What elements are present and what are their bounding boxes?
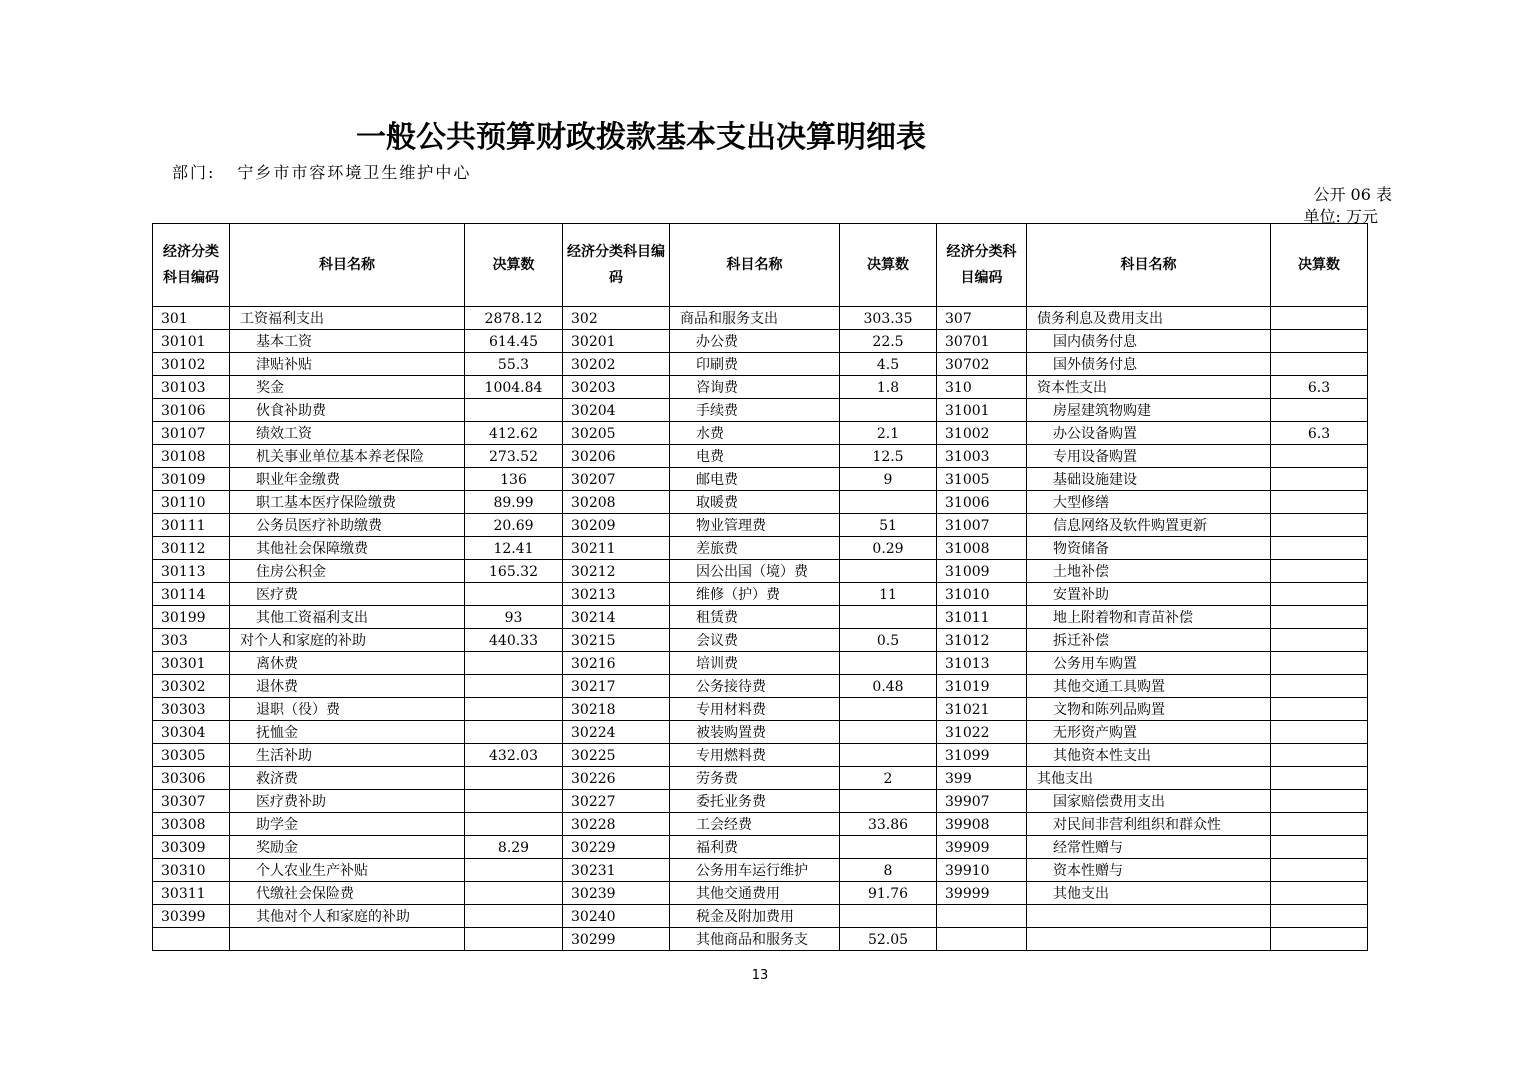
table-row — [153, 813, 1368, 836]
table-row — [153, 491, 1368, 514]
table-row — [153, 560, 1368, 583]
item-name: 公务用车运行维护 — [670, 859, 840, 882]
item-name: 租赁费 — [670, 606, 840, 629]
item-name: 物资储备 — [1027, 537, 1271, 560]
header-amount-1: 决算数 — [465, 224, 563, 307]
item-name: 国外债务付息 — [1027, 353, 1271, 376]
item-amount: 12.5 — [840, 445, 937, 468]
item-name: 其他支出 — [1027, 882, 1271, 905]
item-code: 39999 — [937, 882, 1027, 905]
item-amount: 12.41 — [465, 537, 563, 560]
item-code: 30114 — [153, 583, 230, 606]
item-name: 其他交通工具购置 — [1027, 675, 1271, 698]
item-amount: 93 — [465, 606, 563, 629]
item-code: 30702 — [937, 353, 1027, 376]
item-name: 资本性支出 — [1027, 376, 1271, 399]
table-row — [153, 514, 1368, 537]
item-amount — [1271, 836, 1368, 859]
item-amount — [465, 882, 563, 905]
item-code: 30212 — [563, 560, 670, 583]
item-name: 其他资本性支出 — [1027, 744, 1271, 767]
item-code: 30209 — [563, 514, 670, 537]
item-code: 30301 — [153, 652, 230, 675]
item-code: 30206 — [563, 445, 670, 468]
item-code: 31011 — [937, 606, 1027, 629]
header-amount-2: 决算数 — [840, 224, 937, 307]
item-name: 税金及附加费用 — [670, 905, 840, 928]
item-code: 30102 — [153, 353, 230, 376]
item-code: 310 — [937, 376, 1027, 399]
item-code: 30211 — [563, 537, 670, 560]
table-row — [153, 537, 1368, 560]
item-amount — [465, 767, 563, 790]
item-name: 其他社会保障缴费 — [230, 537, 465, 560]
item-code: 30239 — [563, 882, 670, 905]
item-name: 医疗费 — [230, 583, 465, 606]
item-amount — [1271, 790, 1368, 813]
table-row — [153, 583, 1368, 606]
item-name: 因公出国（境）费 — [670, 560, 840, 583]
table-row — [153, 353, 1368, 376]
item-amount — [840, 491, 937, 514]
item-amount — [840, 744, 937, 767]
item-amount: 52.05 — [840, 928, 937, 951]
item-code: 303 — [153, 629, 230, 652]
item-name: 公务接待费 — [670, 675, 840, 698]
item-amount: 91.76 — [840, 882, 937, 905]
item-name — [1027, 905, 1271, 928]
item-code: 30201 — [563, 330, 670, 353]
item-code: 31005 — [937, 468, 1027, 491]
item-amount — [1271, 698, 1368, 721]
item-name: 退休费 — [230, 675, 465, 698]
table-row — [153, 422, 1368, 445]
table-body — [153, 307, 1368, 951]
item-amount: 33.86 — [840, 813, 937, 836]
item-code: 30229 — [563, 836, 670, 859]
item-name: 专用燃料费 — [670, 744, 840, 767]
item-code: 31099 — [937, 744, 1027, 767]
item-name: 福利费 — [670, 836, 840, 859]
item-amount: 55.3 — [465, 353, 563, 376]
table-row — [153, 721, 1368, 744]
item-amount: 0.5 — [840, 629, 937, 652]
table-row — [153, 790, 1368, 813]
item-code: 30203 — [563, 376, 670, 399]
item-code: 30109 — [153, 468, 230, 491]
item-amount: 6.3 — [1271, 376, 1368, 399]
item-code: 31012 — [937, 629, 1027, 652]
item-code: 30208 — [563, 491, 670, 514]
item-name: 专用设备购置 — [1027, 445, 1271, 468]
item-amount — [1271, 767, 1368, 790]
header-code-2: 经济分类科目编码 — [563, 224, 670, 307]
item-name: 职工基本医疗保险缴费 — [230, 491, 465, 514]
item-name: 住房公积金 — [230, 560, 465, 583]
item-amount: 89.99 — [465, 491, 563, 514]
item-code: 31002 — [937, 422, 1027, 445]
item-code: 31009 — [937, 560, 1027, 583]
item-name: 机关事业单位基本养老保险 — [230, 445, 465, 468]
item-name: 其他支出 — [1027, 767, 1271, 790]
item-amount: 2 — [840, 767, 937, 790]
item-name: 办公设备购置 — [1027, 422, 1271, 445]
table-row — [153, 399, 1368, 422]
item-amount — [1271, 629, 1368, 652]
item-amount: 6.3 — [1271, 422, 1368, 445]
unit-label: 单位: 万元 — [1303, 207, 1378, 226]
item-amount — [465, 790, 563, 813]
table-row — [153, 330, 1368, 353]
item-code: 30216 — [563, 652, 670, 675]
item-name: 抚恤金 — [230, 721, 465, 744]
item-code: 302 — [563, 307, 670, 330]
item-amount: 0.48 — [840, 675, 937, 698]
item-amount: 1004.84 — [465, 376, 563, 399]
item-code: 30305 — [153, 744, 230, 767]
item-amount: 20.69 — [465, 514, 563, 537]
item-amount: 8 — [840, 859, 937, 882]
item-amount: 136 — [465, 468, 563, 491]
item-amount — [1271, 606, 1368, 629]
item-name: 拆迁补偿 — [1027, 629, 1271, 652]
table-row — [153, 698, 1368, 721]
table-row — [153, 859, 1368, 882]
item-name: 退职（役）费 — [230, 698, 465, 721]
item-code: 31001 — [937, 399, 1027, 422]
item-code: 31006 — [937, 491, 1027, 514]
header-name-1: 科目名称 — [230, 224, 465, 307]
item-name: 委托业务费 — [670, 790, 840, 813]
item-code: 30204 — [563, 399, 670, 422]
item-amount — [1271, 675, 1368, 698]
item-amount — [1271, 583, 1368, 606]
item-name: 物业管理费 — [670, 514, 840, 537]
form-number: 公开 06 表 — [1313, 185, 1392, 204]
item-name: 取暖费 — [670, 491, 840, 514]
item-amount — [840, 721, 937, 744]
item-code: 30113 — [153, 560, 230, 583]
item-code — [937, 928, 1027, 951]
table-row — [153, 468, 1368, 491]
item-name: 水费 — [670, 422, 840, 445]
expenditure-table — [152, 223, 1368, 951]
item-amount: 440.33 — [465, 629, 563, 652]
item-amount: 2878.12 — [465, 307, 563, 330]
item-amount — [465, 859, 563, 882]
item-name: 信息网络及软件购置更新 — [1027, 514, 1271, 537]
item-amount: 2.1 — [840, 422, 937, 445]
item-code: 30701 — [937, 330, 1027, 353]
item-name: 差旅费 — [670, 537, 840, 560]
table-row — [153, 445, 1368, 468]
item-amount — [1271, 721, 1368, 744]
item-name: 国家赔偿费用支出 — [1027, 790, 1271, 813]
item-code: 30308 — [153, 813, 230, 836]
item-code: 30202 — [563, 353, 670, 376]
item-amount — [1271, 560, 1368, 583]
item-name: 国内债务付息 — [1027, 330, 1271, 353]
item-name: 代缴社会保险费 — [230, 882, 465, 905]
item-code: 30101 — [153, 330, 230, 353]
item-amount — [1271, 928, 1368, 951]
item-name: 生活补助 — [230, 744, 465, 767]
item-name: 职业年金缴费 — [230, 468, 465, 491]
item-code: 307 — [937, 307, 1027, 330]
item-amount — [840, 790, 937, 813]
item-name: 奖励金 — [230, 836, 465, 859]
item-code: 399 — [937, 767, 1027, 790]
item-name: 对个人和家庭的补助 — [230, 629, 465, 652]
item-code: 30215 — [563, 629, 670, 652]
item-code: 39910 — [937, 859, 1027, 882]
item-amount — [1271, 744, 1368, 767]
item-name: 工会经费 — [670, 813, 840, 836]
item-code: 30309 — [153, 836, 230, 859]
item-code: 39908 — [937, 813, 1027, 836]
item-code: 31010 — [937, 583, 1027, 606]
item-amount: 165.32 — [465, 560, 563, 583]
item-code: 30399 — [153, 905, 230, 928]
item-amount: 303.35 — [840, 307, 937, 330]
item-code: 30311 — [153, 882, 230, 905]
item-code: 30228 — [563, 813, 670, 836]
table-row — [153, 376, 1368, 399]
department-name: 宁乡市市容环境卫生维护中心 — [237, 163, 472, 182]
item-name: 文物和陈列品购置 — [1027, 698, 1271, 721]
item-amount — [1271, 537, 1368, 560]
item-code: 30227 — [563, 790, 670, 813]
item-amount — [1271, 859, 1368, 882]
item-amount — [1271, 468, 1368, 491]
page-number: 13 — [751, 968, 769, 983]
item-code: 31022 — [937, 721, 1027, 744]
item-code: 30205 — [563, 422, 670, 445]
item-name: 离休费 — [230, 652, 465, 675]
table-row — [153, 307, 1368, 330]
item-code — [937, 905, 1027, 928]
item-name: 经常性赠与 — [1027, 836, 1271, 859]
page-title: 一般公共预算财政拨款基本支出决算明细表 — [356, 120, 926, 155]
item-amount — [465, 698, 563, 721]
item-name: 维修（护）费 — [670, 583, 840, 606]
item-amount — [840, 399, 937, 422]
item-name: 资本性赠与 — [1027, 859, 1271, 882]
item-amount — [840, 836, 937, 859]
item-amount — [1271, 813, 1368, 836]
header-code-1: 经济分类科目编码 — [153, 224, 230, 307]
item-code: 30302 — [153, 675, 230, 698]
item-code: 30224 — [563, 721, 670, 744]
table-row — [153, 629, 1368, 652]
item-amount — [465, 583, 563, 606]
item-name: 邮电费 — [670, 468, 840, 491]
header-code-3: 经济分类科目编码 — [937, 224, 1027, 307]
item-name: 专用材料费 — [670, 698, 840, 721]
item-name: 基础设施建设 — [1027, 468, 1271, 491]
item-amount — [465, 928, 563, 951]
item-amount — [840, 698, 937, 721]
item-code: 30307 — [153, 790, 230, 813]
item-amount — [465, 905, 563, 928]
item-amount — [1271, 905, 1368, 928]
item-amount — [465, 399, 563, 422]
item-amount — [465, 813, 563, 836]
item-code: 30199 — [153, 606, 230, 629]
table-row — [153, 652, 1368, 675]
item-amount: 8.29 — [465, 836, 563, 859]
item-name: 救济费 — [230, 767, 465, 790]
item-code: 30112 — [153, 537, 230, 560]
item-name: 地上附着物和青苗补偿 — [1027, 606, 1271, 629]
item-name — [230, 928, 465, 951]
item-amount: 22.5 — [840, 330, 937, 353]
item-name: 被装购置费 — [670, 721, 840, 744]
item-name: 咨询费 — [670, 376, 840, 399]
item-code: 31021 — [937, 698, 1027, 721]
table-row — [153, 905, 1368, 928]
item-code: 30214 — [563, 606, 670, 629]
item-amount — [840, 652, 937, 675]
item-amount: 11 — [840, 583, 937, 606]
item-amount — [465, 721, 563, 744]
item-code: 30108 — [153, 445, 230, 468]
item-code — [153, 928, 230, 951]
item-code: 30213 — [563, 583, 670, 606]
item-amount — [1271, 330, 1368, 353]
item-code: 31003 — [937, 445, 1027, 468]
table-row — [153, 836, 1368, 859]
item-amount: 273.52 — [465, 445, 563, 468]
item-name — [1027, 928, 1271, 951]
item-code: 39907 — [937, 790, 1027, 813]
item-code: 30304 — [153, 721, 230, 744]
item-amount — [1271, 491, 1368, 514]
item-code: 31007 — [937, 514, 1027, 537]
item-amount — [1271, 353, 1368, 376]
item-amount — [1271, 652, 1368, 675]
item-name: 债务利息及费用支出 — [1027, 307, 1271, 330]
item-amount — [840, 905, 937, 928]
item-code: 30310 — [153, 859, 230, 882]
item-name: 劳务费 — [670, 767, 840, 790]
item-code: 30106 — [153, 399, 230, 422]
item-name: 其他工资福利支出 — [230, 606, 465, 629]
item-name: 绩效工资 — [230, 422, 465, 445]
item-name: 无形资产购置 — [1027, 721, 1271, 744]
item-amount: 51 — [840, 514, 937, 537]
header-name-2: 科目名称 — [670, 224, 840, 307]
item-name: 对民间非营利组织和群众性 — [1027, 813, 1271, 836]
item-name: 其他对个人和家庭的补助 — [230, 905, 465, 928]
item-code: 30107 — [153, 422, 230, 445]
item-code: 31019 — [937, 675, 1027, 698]
item-code: 30110 — [153, 491, 230, 514]
table-row — [153, 767, 1368, 790]
item-amount: 9 — [840, 468, 937, 491]
item-name: 助学金 — [230, 813, 465, 836]
header-amount-3: 决算数 — [1271, 224, 1368, 307]
item-name: 伙食补助费 — [230, 399, 465, 422]
item-code: 30226 — [563, 767, 670, 790]
item-code: 30240 — [563, 905, 670, 928]
item-name: 个人农业生产补贴 — [230, 859, 465, 882]
item-amount: 432.03 — [465, 744, 563, 767]
item-amount — [1271, 882, 1368, 905]
item-amount — [1271, 307, 1368, 330]
item-amount — [840, 606, 937, 629]
table-row — [153, 675, 1368, 698]
item-amount — [1271, 514, 1368, 537]
item-name: 电费 — [670, 445, 840, 468]
item-name: 医疗费补助 — [230, 790, 465, 813]
item-code: 39909 — [937, 836, 1027, 859]
item-code: 30103 — [153, 376, 230, 399]
item-code: 30299 — [563, 928, 670, 951]
item-amount: 1.8 — [840, 376, 937, 399]
item-amount — [465, 675, 563, 698]
item-code: 30225 — [563, 744, 670, 767]
table-row — [153, 882, 1368, 905]
item-name: 其他交通费用 — [670, 882, 840, 905]
item-name: 公务用车购置 — [1027, 652, 1271, 675]
department-label: 部门: — [172, 163, 216, 182]
item-name: 基本工资 — [230, 330, 465, 353]
item-code: 31013 — [937, 652, 1027, 675]
item-code: 301 — [153, 307, 230, 330]
item-code: 30303 — [153, 698, 230, 721]
item-amount: 4.5 — [840, 353, 937, 376]
header-name-3: 科目名称 — [1027, 224, 1271, 307]
table-row — [153, 606, 1368, 629]
item-code: 30306 — [153, 767, 230, 790]
item-name: 工资福利支出 — [230, 307, 465, 330]
item-amount: 0.29 — [840, 537, 937, 560]
item-name: 安置补助 — [1027, 583, 1271, 606]
item-name: 土地补偿 — [1027, 560, 1271, 583]
item-amount — [840, 560, 937, 583]
table-row — [153, 744, 1368, 767]
item-code: 30217 — [563, 675, 670, 698]
item-code: 31008 — [937, 537, 1027, 560]
item-name: 其他商品和服务支 — [670, 928, 840, 951]
item-name: 手续费 — [670, 399, 840, 422]
item-amount: 412.62 — [465, 422, 563, 445]
item-code: 30218 — [563, 698, 670, 721]
item-name: 办公费 — [670, 330, 840, 353]
item-code: 30111 — [153, 514, 230, 537]
item-amount — [1271, 445, 1368, 468]
item-name: 大型修缮 — [1027, 491, 1271, 514]
item-name: 培训费 — [670, 652, 840, 675]
item-name: 公务员医疗补助缴费 — [230, 514, 465, 537]
header-row — [153, 224, 1368, 307]
table-row — [153, 928, 1368, 951]
item-name: 商品和服务支出 — [670, 307, 840, 330]
item-name: 津贴补贴 — [230, 353, 465, 376]
item-amount — [465, 652, 563, 675]
item-name: 奖金 — [230, 376, 465, 399]
item-amount: 614.45 — [465, 330, 563, 353]
item-code: 30207 — [563, 468, 670, 491]
department-line — [172, 160, 471, 183]
item-name: 印刷费 — [670, 353, 840, 376]
item-name: 会议费 — [670, 629, 840, 652]
item-amount — [1271, 399, 1368, 422]
item-code: 30231 — [563, 859, 670, 882]
item-name: 房屋建筑物购建 — [1027, 399, 1271, 422]
